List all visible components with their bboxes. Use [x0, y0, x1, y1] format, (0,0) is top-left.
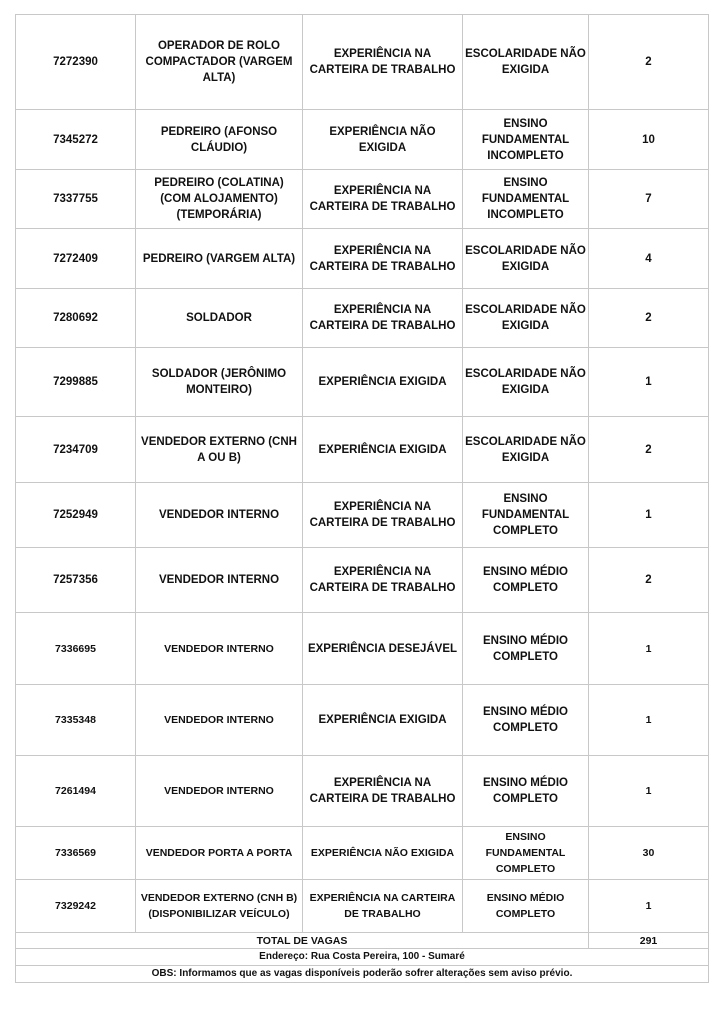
job-education: ENSINO FUNDAMENTAL INCOMPLETO [463, 110, 589, 170]
job-vacancies: 1 [589, 483, 709, 548]
job-experience: EXPERIÊNCIA NA CARTEIRA DE TRABALHO [303, 483, 463, 548]
table-row [16, 348, 709, 417]
job-code: 7252949 [16, 483, 136, 548]
job-vacancies: 2 [589, 548, 709, 613]
job-experience: EXPERIÊNCIA NA CARTEIRA DE TRABALHO [303, 880, 463, 933]
job-code: 7234709 [16, 417, 136, 483]
job-vacancies: 2 [589, 417, 709, 483]
total-value: 291 [589, 933, 709, 949]
table-row [16, 289, 709, 348]
address-text: Endereço: Rua Costa Pereira, 100 - Sumaré [16, 949, 709, 966]
table-row [16, 170, 709, 229]
job-education: ENSINO MÉDIO COMPLETO [463, 548, 589, 613]
total-row [16, 933, 709, 949]
job-vacancies: 1 [589, 348, 709, 417]
job-experience: EXPERIÊNCIA DESEJÁVEL [303, 613, 463, 685]
job-vacancies: 1 [589, 880, 709, 933]
vacancies-table [15, 14, 709, 983]
note-row [16, 966, 709, 983]
job-vacancies: 4 [589, 229, 709, 289]
job-code: 7257356 [16, 548, 136, 613]
job-education: ESCOLARIDADE NÃO EXIGIDA [463, 348, 589, 417]
table-row [16, 880, 709, 933]
job-education: ENSINO MÉDIO COMPLETO [463, 756, 589, 827]
job-vacancies: 1 [589, 613, 709, 685]
job-vacancies: 10 [589, 110, 709, 170]
job-role: VENDEDOR INTERNO [136, 548, 303, 613]
job-vacancies: 30 [589, 827, 709, 880]
job-vacancies: 2 [589, 289, 709, 348]
job-role: VENDEDOR EXTERNO (CNH A OU B) [136, 417, 303, 483]
job-education: ENSINO MÉDIO COMPLETO [463, 613, 589, 685]
job-experience: EXPERIÊNCIA EXIGIDA [303, 348, 463, 417]
table-row [16, 827, 709, 880]
job-code: 7261494 [16, 756, 136, 827]
note-text: OBS: Informamos que as vagas disponíveis poderão sofrer alterações sem aviso prévio. [16, 966, 709, 983]
job-education: ENSINO FUNDAMENTAL COMPLETO [463, 483, 589, 548]
job-role: VENDEDOR INTERNO [136, 685, 303, 756]
table-row [16, 613, 709, 685]
table-row [16, 483, 709, 548]
job-code: 7272390 [16, 15, 136, 110]
job-role: VENDEDOR INTERNO [136, 756, 303, 827]
job-code: 7337755 [16, 170, 136, 229]
job-code: 7329242 [16, 880, 136, 933]
job-role: VENDEDOR INTERNO [136, 613, 303, 685]
job-role: OPERADOR DE ROLO COMPACTADOR (VARGEM ALTA) [136, 15, 303, 110]
job-role: VENDEDOR INTERNO [136, 483, 303, 548]
job-experience: EXPERIÊNCIA NA CARTEIRA DE TRABALHO [303, 170, 463, 229]
job-experience: EXPERIÊNCIA NA CARTEIRA DE TRABALHO [303, 15, 463, 110]
job-experience: EXPERIÊNCIA NA CARTEIRA DE TRABALHO [303, 229, 463, 289]
job-code: 7335348 [16, 685, 136, 756]
job-experience: EXPERIÊNCIA NA CARTEIRA DE TRABALHO [303, 756, 463, 827]
job-code: 7336569 [16, 827, 136, 880]
job-education: ESCOLARIDADE NÃO EXIGIDA [463, 229, 589, 289]
job-role: SOLDADOR [136, 289, 303, 348]
job-code: 7299885 [16, 348, 136, 417]
job-role: PEDREIRO (COLATINA) (COM ALOJAMENTO) (TEMPORÁRIA) [136, 170, 303, 229]
job-code: 7280692 [16, 289, 136, 348]
job-code: 7336695 [16, 613, 136, 685]
job-experience: EXPERIÊNCIA NÃO EXIGIDA [303, 110, 463, 170]
job-vacancies: 1 [589, 756, 709, 827]
job-vacancies: 7 [589, 170, 709, 229]
job-experience: EXPERIÊNCIA NA CARTEIRA DE TRABALHO [303, 289, 463, 348]
job-role: PEDREIRO (VARGEM ALTA) [136, 229, 303, 289]
job-experience: EXPERIÊNCIA EXIGIDA [303, 685, 463, 756]
job-role: PEDREIRO (AFONSO CLÁUDIO) [136, 110, 303, 170]
table-row [16, 756, 709, 827]
job-vacancies: 2 [589, 15, 709, 110]
table-row [16, 417, 709, 483]
job-role: SOLDADOR (JERÔNIMO MONTEIRO) [136, 348, 303, 417]
job-role: VENDEDOR EXTERNO (CNH B) (DISPONIBILIZAR VEÍCULO) [136, 880, 303, 933]
job-experience: EXPERIÊNCIA NÃO EXIGIDA [303, 827, 463, 880]
job-education: ESCOLARIDADE NÃO EXIGIDA [463, 15, 589, 110]
job-education: ENSINO FUNDAMENTAL INCOMPLETO [463, 170, 589, 229]
table-row [16, 110, 709, 170]
job-education: ESCOLARIDADE NÃO EXIGIDA [463, 289, 589, 348]
table-row [16, 548, 709, 613]
job-experience: EXPERIÊNCIA NA CARTEIRA DE TRABALHO [303, 548, 463, 613]
job-experience: EXPERIÊNCIA EXIGIDA [303, 417, 463, 483]
table-row [16, 229, 709, 289]
job-education: ENSINO FUNDAMENTAL COMPLETO [463, 827, 589, 880]
job-role: VENDEDOR PORTA A PORTA [136, 827, 303, 880]
address-row [16, 949, 709, 966]
job-code: 7272409 [16, 229, 136, 289]
table-row [16, 15, 709, 110]
job-code: 7345272 [16, 110, 136, 170]
table-row [16, 685, 709, 756]
job-vacancies: 1 [589, 685, 709, 756]
job-education: ESCOLARIDADE NÃO EXIGIDA [463, 417, 589, 483]
vacancies-table-body [16, 15, 709, 983]
job-education: ENSINO MÉDIO COMPLETO [463, 685, 589, 756]
total-label: TOTAL DE VAGAS [16, 933, 589, 949]
job-education: ENSINO MÉDIO COMPLETO [463, 880, 589, 933]
